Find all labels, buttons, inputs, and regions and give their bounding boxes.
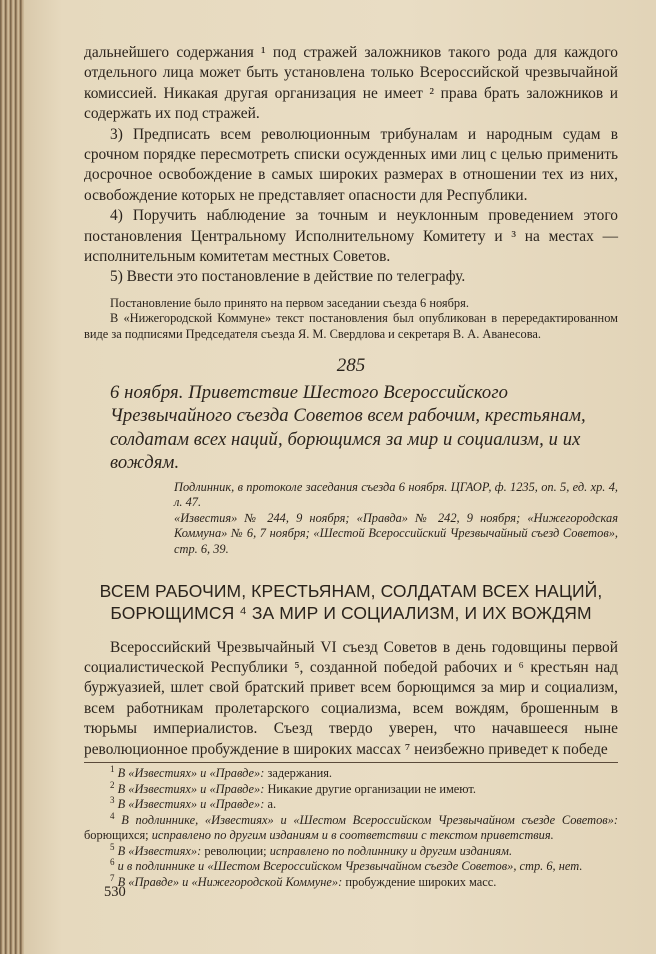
footnote: $^4$ В подлиннике, «Известиях» и «Шестом Всероссийском Чрезвычайном съезде Советов»: борющихся; исправлено по другим изданиям и в соответствии с текстом приветствия.	[84, 810, 618, 843]
footnote: $^3$ В «Известиях» и «Правде»: а.	[110, 794, 277, 812]
footnote: $^7$ В «Правде» и «Нижегородской Коммуне»: пробуждение широких масс.	[110, 872, 497, 889]
source-note-2: «Известия» № 244, 9 ноября; «Правда» № 242, 9 ноября; «Нижегородская Коммуна» № 6, 7 ноября; «Шестой Всероссийский Чрезвычайный съезд Советов», стр. 6, 39.	[174, 510, 618, 557]
footnote: $^5$ В «Известиях»: революции; исправлено по подлиннику и другим изданиям.	[110, 841, 513, 858]
paragraph-point-3: 3) Предписать всем революционным трибуналам и народным судам в срочном порядке пересмотреть списки осужденных ими лиц с целью применить досрочное освобождение в самых широких размерах в отношении тех из них, освобождение которых не представляет опасности для Республики.	[84, 125, 618, 204]
footnote: $^2$ В «Известиях» и «Правде»: Никакие другие организации не имеют.	[110, 779, 476, 796]
footnote: $^6$ и в подлиннике и «Шестом Всероссийском Чрезвычайном съезде Советов», стр. 6, нет.	[110, 856, 583, 874]
footnote-divider	[84, 762, 618, 763]
heading-line-1: ВСЕМ РАБОЧИМ, КРЕСТЬЯНАМ, СОЛДАТАМ ВСЕХ НАЦИЙ,	[99, 580, 603, 601]
editorial-note-1: Постановление было принято на первом заседании съезда 6 ноября.	[110, 295, 469, 310]
source-note-1: Подлинник, в протоколе заседания съезда 6 ноября. ЦГАОР, ф. 1235, оп. 5, ед. хр. 4, л. 47.	[174, 479, 618, 510]
paragraph-continuation: дальнейшего содержания ¹ под стражей заложников такого рода для каждого отдельного лица может быть установлена только Всероссийской чрезвычайной комиссией. Никакая другая организация не имеет ² права брать заложников и содержать их под стражей.	[84, 44, 618, 123]
document-number: 285	[336, 354, 366, 376]
heading-line-2: БОРЮЩИМСЯ ⁴ ЗА МИР И СОЦИАЛИЗМ, И ИХ ВОЖДЯМ	[110, 602, 592, 623]
footnote: $^1$ В «Известиях» и «Правде»: задержания.	[110, 763, 332, 781]
paragraph-point-5: 5) Ввести это постановление в действие по телеграфу.	[110, 268, 466, 286]
editorial-note-2: В «Нижегородской Коммуне» текст постановления был опубликован в перередактированном виде за подписями Председателя съезда Я. М. Свердлова и секретаря В. А. Аванесова.	[84, 311, 618, 342]
paragraph-point-4: 4) Поручить наблюдение за точным и неуклонным проведением этого постановления Центральному Исполнительному Комитету и ³ на местах — исполнительным комитетам местных Советов.	[84, 207, 618, 266]
footnotes	[84, 763, 618, 890]
greeting-heading	[84, 580, 618, 624]
document-title: 6 ноября. Приветствие Шестого Всероссийского Чрезвычайного съезда Советов всем рабочим, крестьянам, солдатам всех наций, борющимся за мир и социализм, и их вождям.	[110, 381, 586, 474]
page-content	[84, 43, 618, 890]
greeting-body: Всероссийский Чрезвычайный VI съезд Советов в день годовщины первой социалистической Республики ⁵, созданной победой рабочих и ⁶ крестьян над буржуазией, шлет свой братский привет всем борющимся за мир и социализм, всем работникам пролетарского социализма, всем вождям, брошенным в тюрьмы империалистов. Съезд твердо уверен, что начавшееся ныне революционное пробуждение в широких массах ⁷ неизбежно приведет к победе	[84, 638, 618, 758]
page-number: 530	[104, 884, 126, 900]
